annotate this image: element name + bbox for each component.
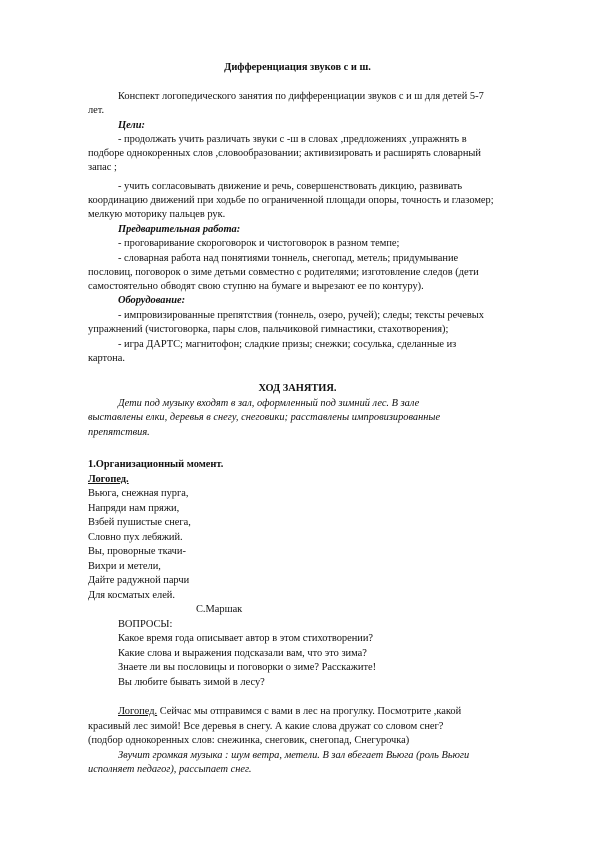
music-direction-2: исполняет педагог), рассыпает снег. [88,764,252,775]
goal-2-line-2: координацию движений при ходьбе по ограниченной площади опоры, точность и глазомер; [88,195,494,206]
prep-heading: Предварительная работа: [118,224,241,235]
question-4: Вы любите бывать зимой в лесу? [118,677,265,688]
closing-line-2: красивый лес зимой! Все деревья в снегу. А какие слова дружат со словом снег? [88,721,444,732]
goals-heading: Цели: [118,120,146,131]
equipment-line-4: картона. [88,353,125,364]
question-1: Какое время года описывает автор в этом стихотворении? [118,633,373,644]
document-title: Дифференциация звуков с и ш. [224,62,371,73]
questions-heading: ВОПРОСЫ: [118,619,173,630]
goal-1-line-2: подборе однокоренных слов ,словообразовании; активизировать и расширять словарный [88,148,481,159]
closing-line-1 [118,705,461,719]
equipment-line-1: - импровизированные препятствия (тоннель, озеро, ручей); следы; тексты речевых [118,310,484,321]
question-3: Знаете ли вы пословицы и поговорки о зиме? Расскажите! [118,662,377,673]
poem-line: Вы, проворные ткачи- [88,546,186,557]
poem-line: Взбей пушистые снега, [88,517,191,528]
equipment-heading: Оборудование: [118,295,186,306]
prep-line-1: - проговаривание скороговорок и чистоговорок в разном темпе; [118,238,400,249]
question-2: Какие слова и выражения подсказали вам, что это зима? [118,648,367,659]
org-moment-heading: 1.Организационный момент. [88,459,224,470]
poem-line: Вьюга, снежная пурга, [88,488,189,499]
prep-line-3: пословиц, поговорок о зиме детьми совместно с родителями; изготовление следов (дети [88,267,479,278]
prep-line-2: - словарная работа над понятиями тоннель, снегопад, метель; придумывание [118,253,459,264]
course-description-2: выставлены елки, деревья в снегу, снеговики; расставлены импровизированные [88,412,441,423]
poem-line: Словно пух лебяжий. [88,532,183,543]
closing-line-3: (подбор однокоренных слов: снежинка, снеговик, снегопад, Снегурочка) [88,735,410,746]
intro-line-1: Конспект логопедического занятия по дифференциации звуков с и ш для детей 5-7 [118,91,484,102]
goal-2-line-3: мелкую моторику пальцев рук. [88,209,226,220]
poem-author: С.Маршак [196,604,243,615]
poem-line: Напряди нам пряжи, [88,503,180,514]
goal-1-line-1: - продолжать учить различать звуки с -ш в словах ,предложениях ,упражнять в [118,134,467,145]
goal-1-line-3: запас ; [88,162,117,173]
closing-speaker-label: Логопед. [118,706,158,717]
prep-line-4: самостоятельно обводят свою ступню на бумаге и вырезают ее по контуру). [88,281,424,292]
course-description-1: Дети под музыку входят в зал, оформленный под зимний лес. В зале [118,398,420,409]
intro-line-2: лет. [88,105,105,116]
goal-2-line-1: - учить согласовывать движение и речь, совершенствовать дикцию, развивать [118,181,463,192]
poem-line: Для косматых елей. [88,590,175,601]
music-direction-1: Звучит громкая музыка : шум ветра, метели. В зал вбегает Вьюга (роль Вьюги [118,750,470,761]
course-description-3: препятствия. [88,427,150,438]
speaker-label: Логопед. [88,474,129,485]
poem-line: Дайте радужной парчи [88,575,190,586]
equipment-line-2: упражнений (чистоговорка, пары слов, пальчиковой гимнастики, стахотворения); [88,324,449,335]
closing-speech: Сейчас мы отправимся с вами в лес на прогулку. Посмотрите ,какой [157,706,462,717]
course-heading: ХОД ЗАНЯТИЯ. [258,383,337,394]
equipment-line-3: - игра ДАРТС; магнитофон; сладкие призы; снежки; сосулька, сделанные из [118,339,457,350]
poem-line: Вихри и метели, [88,561,161,572]
